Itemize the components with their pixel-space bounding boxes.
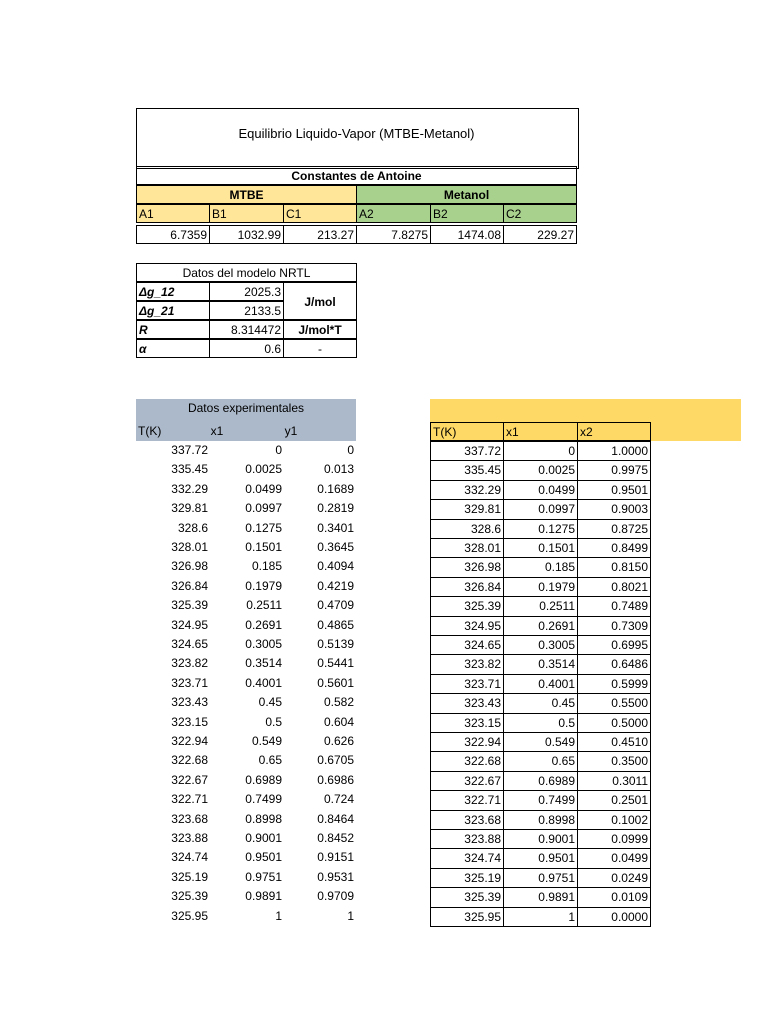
exp-cell: 0.4865 xyxy=(317,617,354,632)
calc-cell: 326.98 xyxy=(430,557,504,577)
param-a1: A1 xyxy=(136,204,210,223)
calc-cell: 323.88 xyxy=(430,829,504,849)
calc-cell: 0.9891 xyxy=(503,887,578,907)
nrtl-label-r: R xyxy=(136,320,210,339)
calc-cell: 326.84 xyxy=(430,577,504,597)
exp-cell: 335.45 xyxy=(171,462,208,477)
experimental-title: Datos experimentales xyxy=(187,401,305,415)
calc-cell: 337.72 xyxy=(430,441,504,461)
exp-cell: 0.582 xyxy=(323,695,354,710)
calc-cell: 0.5999 xyxy=(577,674,651,694)
calc-cell: 0.2511 xyxy=(503,596,578,616)
exp-cell: 0.4001 xyxy=(245,675,282,690)
calc-cell: 0.0499 xyxy=(503,480,578,500)
calc-cell: 335.45 xyxy=(430,460,504,480)
exp-cell: 0.2691 xyxy=(245,617,282,632)
exp-cell: 329.81 xyxy=(171,501,208,516)
exp-cell: 0.45 xyxy=(258,695,282,710)
mtbe-header: MTBE xyxy=(136,185,357,204)
exp-cell: 1 xyxy=(275,908,282,923)
calc-cell: 0.5000 xyxy=(577,713,651,733)
calc-cell: 324.65 xyxy=(430,635,504,655)
calc-cell: 323.82 xyxy=(430,654,504,674)
calc-cell: 0.8150 xyxy=(577,557,651,577)
exp-cell: 0.9891 xyxy=(245,889,282,904)
nrtl-value-g12: 2025.3 xyxy=(209,282,284,301)
exp-cell: 323.43 xyxy=(171,695,208,710)
exp-cell: 0.7499 xyxy=(245,792,282,807)
calc-cell: 0.6989 xyxy=(503,771,578,791)
exp-cell: 0.4094 xyxy=(317,559,354,574)
calc-cell: 0.4001 xyxy=(503,674,578,694)
exp-cell: 0.0997 xyxy=(245,501,282,516)
exp-cell: 332.29 xyxy=(171,481,208,496)
calc-cell: 0.3011 xyxy=(577,771,651,791)
calc-cell: 329.81 xyxy=(430,499,504,519)
exp-cell: 0.6705 xyxy=(317,753,354,768)
calc-cell: 0.1275 xyxy=(503,519,578,539)
param-b1: B1 xyxy=(209,204,284,223)
exp-cell: 323.68 xyxy=(171,811,208,826)
exp-cell: 324.95 xyxy=(171,617,208,632)
param-a2: A2 xyxy=(356,204,431,223)
calc-cell: 0.0000 xyxy=(577,907,651,927)
exp-cell: 1 xyxy=(347,908,354,923)
nrtl-value-g21: 2133.5 xyxy=(209,301,284,320)
calc-cell: 328.6 xyxy=(430,519,504,539)
exp-cell: 325.19 xyxy=(171,869,208,884)
exp-cell: 0.8464 xyxy=(317,811,354,826)
exp-cell: 0.65 xyxy=(258,753,282,768)
calc-cell: 0.45 xyxy=(503,693,578,713)
exp-cell: 328.01 xyxy=(171,540,208,554)
nrtl-unit-r: J/mol*T xyxy=(283,320,357,339)
calc-cell: 322.71 xyxy=(430,790,504,810)
exp-cell: 0.1689 xyxy=(317,481,354,496)
nrtl-value-alpha: 0.6 xyxy=(209,339,284,358)
calc-cell: 0.6486 xyxy=(577,654,651,674)
calc-cell: 325.39 xyxy=(430,887,504,907)
calc-cell: 328.01 xyxy=(430,538,504,558)
exp-cell: 0.0025 xyxy=(245,462,282,477)
param-c2: C2 xyxy=(503,204,577,223)
calc-cell: 0.0025 xyxy=(503,460,578,480)
calc-cell: 1.0000 xyxy=(577,441,651,461)
calc-cell: 0.3005 xyxy=(503,635,578,655)
exp-cell: 0 xyxy=(275,443,282,457)
calc-cell: 322.67 xyxy=(430,771,504,791)
exp-cell: 0.3514 xyxy=(245,656,282,671)
calc-header-x2: x2 xyxy=(577,422,651,441)
calc-cell: 0.0997 xyxy=(503,499,578,519)
calc-cell: 0.2501 xyxy=(577,790,651,810)
calc-cell: 0.8998 xyxy=(503,810,578,830)
exp-header-y1: y1 xyxy=(284,424,298,438)
calc-cell: 325.39 xyxy=(430,596,504,616)
exp-cell: 0.1979 xyxy=(245,578,282,593)
exp-cell: 0.8452 xyxy=(317,831,354,845)
calc-cell: 0.1501 xyxy=(503,538,578,558)
calc-cell: 322.94 xyxy=(430,732,504,752)
exp-cell: 0.9151 xyxy=(317,850,354,865)
calc-cell: 0.7499 xyxy=(503,790,578,810)
calc-cell: 325.19 xyxy=(430,868,504,888)
calc-cell: 1 xyxy=(503,907,578,927)
exp-cell: 0.4709 xyxy=(317,598,354,613)
exp-cell: 322.67 xyxy=(171,772,208,787)
calc-cell: 0.0249 xyxy=(577,868,651,888)
exp-cell: 325.39 xyxy=(171,598,208,613)
calc-cell: 0.8021 xyxy=(577,577,651,597)
exp-header-x1: x1 xyxy=(210,424,224,438)
exp-cell: 0.0499 xyxy=(245,481,282,496)
calc-cell: 0.2691 xyxy=(503,616,578,636)
exp-cell: 0.2819 xyxy=(317,501,354,516)
nrtl-label-alpha: α xyxy=(136,339,210,358)
exp-cell: 0.9531 xyxy=(317,869,354,884)
exp-cell: 326.98 xyxy=(171,559,208,574)
nrtl-title: Datos del modelo NRTL xyxy=(136,263,357,282)
metanol-header: Metanol xyxy=(356,185,577,204)
antoine-subtitle: Constantes de Antoine xyxy=(136,166,577,185)
exp-cell: 0.5441 xyxy=(317,656,354,671)
exp-cell: 328.6 xyxy=(177,520,208,535)
exp-cell: 0.9751 xyxy=(245,869,282,884)
exp-cell: 0.6986 xyxy=(317,772,354,787)
exp-cell: 0.4219 xyxy=(317,578,354,593)
calc-cell: 0.9003 xyxy=(577,499,651,519)
exp-cell: 0 xyxy=(347,443,354,457)
calc-cell: 323.71 xyxy=(430,674,504,694)
calc-cell: 0.9501 xyxy=(503,848,578,868)
exp-cell: 0.5601 xyxy=(317,675,354,690)
exp-cell: 0.2511 xyxy=(246,598,282,613)
exp-cell: 325.95 xyxy=(171,908,208,923)
exp-cell: 0.013 xyxy=(323,462,354,477)
exp-cell: 322.71 xyxy=(171,792,208,807)
calc-cell: 0.5500 xyxy=(577,693,651,713)
exp-cell: 0.1275 xyxy=(245,520,282,535)
calc-cell: 0.8725 xyxy=(577,519,651,539)
param-c1: C1 xyxy=(283,204,357,223)
calc-cell: 0.0109 xyxy=(577,887,651,907)
calc-cell: 0.0499 xyxy=(577,848,651,868)
exp-cell: 324.74 xyxy=(171,850,208,865)
exp-cell: 322.68 xyxy=(171,753,208,768)
calc-cell: 0.5 xyxy=(503,713,578,733)
calc-header-t: T(K) xyxy=(430,422,504,441)
exp-cell: 0.5 xyxy=(265,714,282,729)
exp-cell: 0.6989 xyxy=(245,772,282,787)
value-a2: 7.8275 xyxy=(356,225,431,244)
exp-cell: 323.15 xyxy=(171,714,208,729)
exp-cell: 0.9709 xyxy=(317,889,354,904)
exp-cell: 337.72 xyxy=(171,443,208,457)
exp-cell: 0.8998 xyxy=(245,811,282,826)
calc-cell: 0.8499 xyxy=(577,538,651,558)
exp-cell: 0.5139 xyxy=(317,637,354,651)
calc-cell: 0.6995 xyxy=(577,635,651,655)
exp-cell: 326.84 xyxy=(171,578,208,593)
nrtl-unit-g: J/mol xyxy=(283,282,357,320)
calc-cell: 0.1979 xyxy=(503,577,578,597)
value-b2: 1474.08 xyxy=(430,225,504,244)
calc-cell: 323.68 xyxy=(430,810,504,830)
exp-cell: 0.724 xyxy=(323,792,354,807)
calc-cell: 0.7489 xyxy=(577,596,651,616)
value-a1: 6.7359 xyxy=(136,225,210,244)
nrtl-value-r: 8.314472 xyxy=(209,320,284,339)
calc-cell: 0.185 xyxy=(503,557,578,577)
calc-cell: 325.95 xyxy=(430,907,504,927)
value-c1: 213.27 xyxy=(283,225,357,244)
nrtl-unit-alpha: - xyxy=(283,339,357,358)
calc-cell: 0.9751 xyxy=(503,868,578,888)
exp-cell: 0.626 xyxy=(323,734,354,748)
calc-cell: 0.7309 xyxy=(577,616,651,636)
exp-cell: 322.94 xyxy=(171,734,208,748)
calc-cell: 0.9001 xyxy=(503,829,578,849)
calc-cell: 0.1002 xyxy=(577,810,651,830)
calc-cell: 323.15 xyxy=(430,713,504,733)
nrtl-label-g12: Δg_12 xyxy=(136,282,210,301)
exp-cell: 323.71 xyxy=(171,675,208,690)
exp-header-t: T(K) xyxy=(138,424,162,438)
calc-cell: 322.68 xyxy=(430,751,504,771)
exp-cell: 0.549 xyxy=(251,734,282,748)
calc-cell: 323.43 xyxy=(430,693,504,713)
calc-cell: 0.3500 xyxy=(577,751,651,771)
exp-cell: 0.3645 xyxy=(317,540,354,554)
antoine-title: Equilibrio Liquido-Vapor (MTBE-Metanol) xyxy=(238,126,475,141)
calc-cell: 332.29 xyxy=(430,480,504,500)
exp-cell: 0.9501 xyxy=(245,850,282,865)
calc-cell: 0.4510 xyxy=(577,732,651,752)
exp-cell: 325.39 xyxy=(171,889,208,904)
exp-cell: 0.9001 xyxy=(245,831,282,845)
calc-cell: 0.65 xyxy=(503,751,578,771)
calc-cell: 324.74 xyxy=(430,848,504,868)
calc-header-x1: x1 xyxy=(503,422,578,441)
calc-cell: 0.9501 xyxy=(577,480,651,500)
exp-cell: 0.3401 xyxy=(317,520,354,535)
calc-cell: 0.0999 xyxy=(577,829,651,849)
calc-cell: 324.95 xyxy=(430,616,504,636)
exp-cell: 323.88 xyxy=(171,831,208,845)
exp-cell: 0.604 xyxy=(323,714,354,729)
calc-cell: 0.3514 xyxy=(503,654,578,674)
nrtl-label-g21: Δg_21 xyxy=(136,301,210,320)
exp-cell: 323.82 xyxy=(171,656,208,671)
param-b2: B2 xyxy=(430,204,504,223)
calc-cell: 0.549 xyxy=(503,732,578,752)
value-b1: 1032.99 xyxy=(209,225,284,244)
value-c2: 229.27 xyxy=(503,225,577,244)
exp-cell: 0.185 xyxy=(251,559,282,574)
exp-cell: 0.3005 xyxy=(245,637,282,651)
exp-cell: 324.65 xyxy=(171,637,208,651)
exp-cell: 0.1501 xyxy=(245,540,282,554)
calc-cell: 0 xyxy=(503,441,578,461)
calc-cell: 0.9975 xyxy=(577,460,651,480)
